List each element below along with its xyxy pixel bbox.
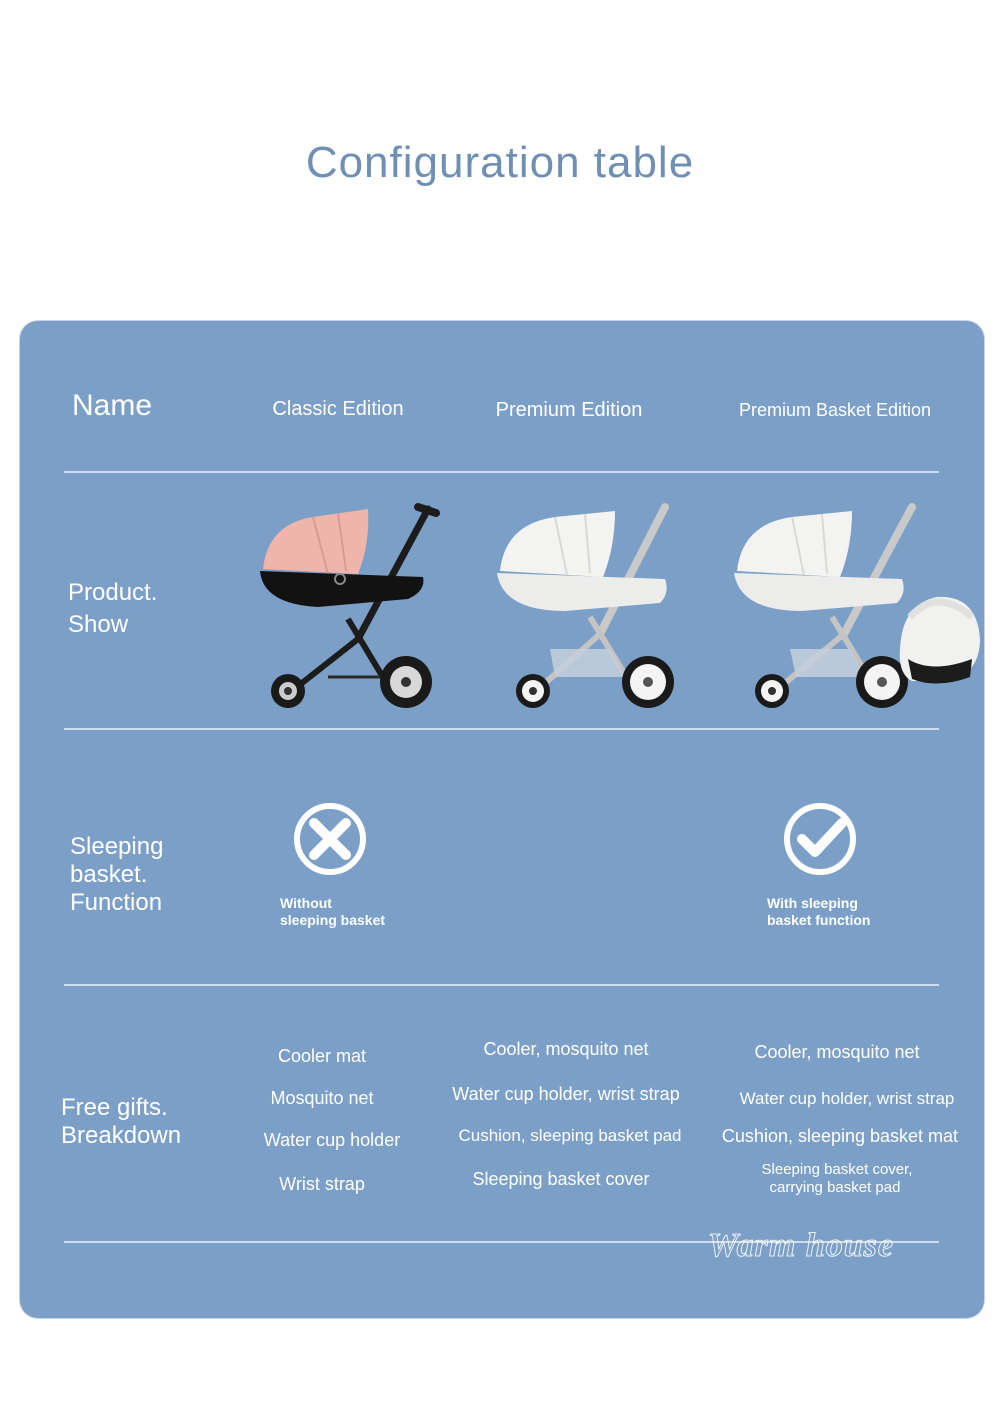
badge-text-line: With sleeping <box>767 895 858 911</box>
row-divider <box>64 728 939 730</box>
gift-item: Cushion, sleeping basket mat <box>721 1126 959 1146</box>
gift-item: Cooler, mosquito net <box>754 1042 920 1062</box>
classic-edition-stroller-image <box>258 499 458 714</box>
row-label-line: Function <box>70 889 163 916</box>
row-label-line: Show <box>68 611 129 638</box>
gift-item: Water cup holder <box>263 1130 401 1150</box>
name-header: Name <box>72 389 153 422</box>
row-label-line: Breakdown <box>61 1122 182 1149</box>
premium-edition-stroller-image <box>495 499 695 714</box>
page-title: Configuration table <box>305 138 695 187</box>
row-divider <box>64 984 939 986</box>
row-label-product-show <box>68 579 157 639</box>
row-label-sleeping-basket <box>70 833 163 917</box>
row-label-line: Sleeping <box>70 833 164 860</box>
column-premium-basket-edition: Premium Basket Edition <box>738 400 932 420</box>
gift-item: Sleeping basket cover, <box>761 1161 913 1178</box>
without-sleeping-basket-text <box>280 895 385 929</box>
gift-item: carrying basket pad <box>769 1179 901 1196</box>
column-premium-edition: Premium Edition <box>495 399 643 421</box>
badge-text-line: basket function <box>767 912 871 928</box>
gift-item: Sleeping basket cover <box>472 1169 650 1189</box>
gift-item: Water cup holder, wrist strap <box>739 1089 955 1108</box>
row-label-line: basket. <box>70 861 148 888</box>
badge-text-line: Without <box>280 895 332 911</box>
row-divider <box>64 471 939 473</box>
gift-item: Cooler mat <box>277 1046 367 1066</box>
row-label-line: Product. <box>68 579 158 606</box>
gift-item: Water cup holder, wrist strap <box>452 1084 680 1104</box>
with-sleeping-basket-text <box>767 895 870 929</box>
gift-item: Cushion, sleeping basket pad <box>458 1126 682 1145</box>
column-classic-edition: Classic Edition <box>272 398 404 420</box>
configuration-table <box>20 321 984 1318</box>
check-circle-icon <box>780 799 860 879</box>
gift-item: Wrist strap <box>279 1174 365 1194</box>
cross-circle-icon <box>290 799 370 879</box>
badge-text-line: sleeping basket <box>280 912 386 928</box>
gift-item: Cooler, mosquito net <box>483 1039 649 1059</box>
gift-item: Mosquito net <box>270 1088 374 1108</box>
row-label-free-gifts <box>61 1094 181 1150</box>
watermark: Warm house <box>707 1227 894 1264</box>
premium-basket-edition-stroller-image <box>732 499 992 714</box>
row-label-line: Free gifts. <box>61 1094 168 1121</box>
